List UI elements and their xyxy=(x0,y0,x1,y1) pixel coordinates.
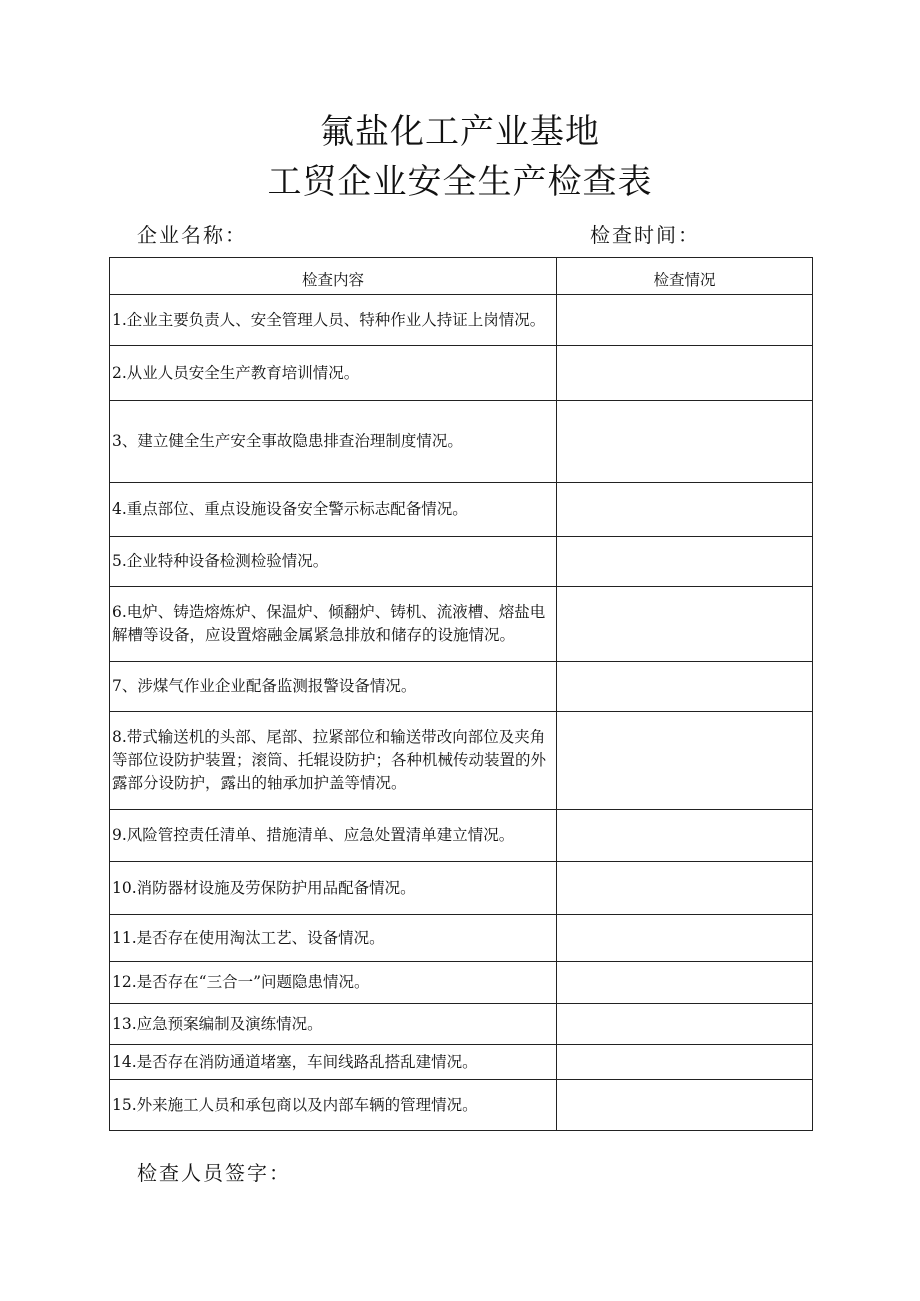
row-status[interactable] xyxy=(557,915,813,962)
inspection-date-label: 检查时间： xyxy=(590,223,700,247)
table-row xyxy=(110,295,813,346)
row-content: 2.从业人员安全生产教育培训情况。 xyxy=(110,346,557,401)
row-status[interactable] xyxy=(557,483,813,537)
row-content: 6.电炉、铸造熔炼炉、保温炉、倾翻炉、铸机、流液槽、熔盐电解槽等设备，应设置熔融金属紧急排放和储存的设施情况。 xyxy=(110,587,557,662)
row-content: 14.是否存在消防通道堵塞，车间线路乱搭乱建情况。 xyxy=(110,1045,557,1080)
row-content: 4.重点部位、重点设施设备安全警示标志配备情况。 xyxy=(110,483,557,537)
table-row xyxy=(110,1045,813,1080)
document-title: 氟盐化工产业基地 xyxy=(320,112,600,152)
table-row xyxy=(110,587,813,662)
row-content: 5.企业特种设备检测检验情况。 xyxy=(110,537,557,587)
table-row xyxy=(110,1080,813,1131)
row-status[interactable] xyxy=(557,1004,813,1045)
table-row xyxy=(110,915,813,962)
company-name-label: 企业名称： xyxy=(137,223,247,247)
row-status[interactable] xyxy=(557,810,813,862)
table-row xyxy=(110,483,813,537)
table-row xyxy=(110,662,813,712)
row-status[interactable] xyxy=(557,587,813,662)
table-row xyxy=(110,1004,813,1045)
row-status[interactable] xyxy=(557,712,813,810)
inspection-table xyxy=(109,257,813,1131)
row-status[interactable] xyxy=(557,662,813,712)
row-content: 11.是否存在使用淘汰工艺、设备情况。 xyxy=(110,915,557,962)
table-row xyxy=(110,962,813,1004)
row-status[interactable] xyxy=(557,862,813,915)
table-row xyxy=(110,401,813,483)
table-header-row xyxy=(110,258,813,295)
table-row xyxy=(110,862,813,915)
row-content: 3、建立健全生产安全事故隐患排查治理制度情况。 xyxy=(110,401,557,483)
row-status[interactable] xyxy=(557,346,813,401)
row-content: 7、涉煤气作业企业配备监测报警设备情况。 xyxy=(110,662,557,712)
row-content: 12.是否存在“三合一”问题隐患情况。 xyxy=(110,962,557,1004)
table-row xyxy=(110,346,813,401)
row-status[interactable] xyxy=(557,1080,813,1131)
header-status: 检查情况 xyxy=(557,258,813,295)
row-status[interactable] xyxy=(557,401,813,483)
document-subtitle: 工贸企业安全生产检查表 xyxy=(267,162,653,202)
header-content: 检查内容 xyxy=(110,258,557,295)
inspector-signature-label: 检查人员签字： xyxy=(137,1161,291,1185)
row-status[interactable] xyxy=(557,537,813,587)
row-content: 1.企业主要负责人、安全管理人员、特种作业人持证上岗情况。 xyxy=(110,295,557,346)
row-status[interactable] xyxy=(557,295,813,346)
table-row xyxy=(110,712,813,810)
table-row xyxy=(110,810,813,862)
row-status[interactable] xyxy=(557,962,813,1004)
row-content: 8.带式输送机的头部、尾部、拉紧部位和输送带改向部位及夹角等部位设防护装置；滚筒、托辊设防护；各种机械传动装置的外露部分设防护，露出的轴承加护盖等情况。 xyxy=(110,712,557,810)
row-status[interactable] xyxy=(557,1045,813,1080)
row-content: 10.消防器材设施及劳保防护用品配备情况。 xyxy=(110,862,557,915)
row-content: 15.外来施工人员和承包商以及内部车辆的管理情况。 xyxy=(110,1080,557,1131)
row-content: 9.风险管控责任清单、措施清单、应急处置清单建立情况。 xyxy=(110,810,557,862)
row-content: 13.应急预案编制及演练情况。 xyxy=(110,1004,557,1045)
table-row xyxy=(110,537,813,587)
